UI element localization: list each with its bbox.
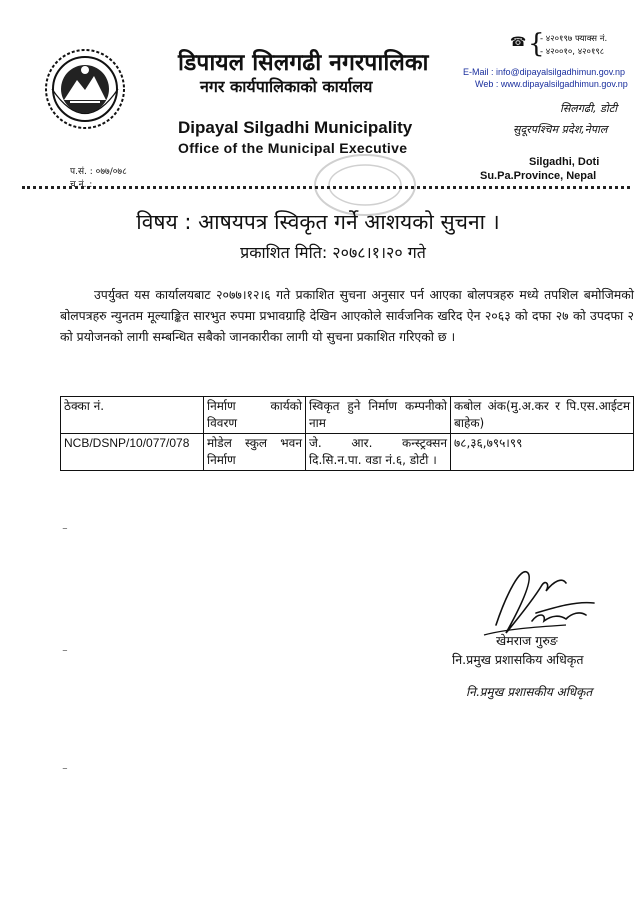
- header-cell-contract-no: ठेक्का नं.: [61, 397, 204, 434]
- reference-number: प.सं. : ०७७/०७८: [70, 167, 127, 177]
- dispatch-number: च.नं. :: [70, 180, 93, 190]
- cell-bid-amount: ७८,३६,७९५।९९: [451, 434, 634, 471]
- phone-number-1: - ४२०१९७ फ्याक्स नं.: [540, 34, 608, 44]
- office-name-nepali: नगर कार्यपालिकाको कार्यालय: [200, 77, 373, 96]
- signatory-title: नि.प्रमुख प्रशासकिय अधिकृत: [452, 652, 584, 667]
- margin-mark: ⁻: [62, 764, 68, 777]
- table-header-row: [61, 397, 634, 434]
- address-english-line2: Su.Pa.Province, Nepal: [480, 170, 597, 182]
- address-nepali-line2: सुदूरपश्चिम प्रदेश,नेपाल: [513, 123, 608, 136]
- margin-mark: ⁻: [62, 646, 68, 659]
- cell-contract-no: NCB/DSNP/10/077/078: [61, 434, 204, 471]
- municipal-seal-logo: [44, 48, 126, 130]
- header-cell-bid-amount: कबोल अंक(मु.अ.कर र पि.एस.आईटम बाहेक): [451, 397, 634, 434]
- bid-table: [60, 396, 634, 471]
- published-date: प्रकाशित मिति: २०७८।१।२० गते: [240, 243, 426, 262]
- email-address[interactable]: E-Mail : info@dipayalsilgadhimun.gov.np: [463, 67, 626, 77]
- header-cell-company-name: स्विकृत हुने निर्माण कम्पनीको नाम: [306, 397, 451, 434]
- margin-mark: ⁻: [62, 524, 68, 537]
- notice-body: [60, 284, 634, 347]
- municipality-name-nepali: डिपायल सिलगढी नगरपालिका: [178, 50, 429, 76]
- header-cell-work-description: निर्माण कार्यको विवरण: [204, 397, 306, 434]
- notice-subject: विषय : आषयपत्र स्विकृत गर्ने आशयको सुचना ।: [136, 210, 500, 234]
- website-address[interactable]: Web : www.dipayalsilgadhimun.gov.np: [475, 79, 628, 89]
- address-nepali-line1: सिलगढी, डोटी: [560, 102, 618, 115]
- signatory-stamp: नि.प्रमुख प्रशासकीय अधिकृत: [466, 685, 593, 699]
- notice-body-text: उपर्युक्त यस कार्यालयबाट २०७७।१२।६ गते प्रकाशित सुचना अनुसार पर्न आएका बोलपत्रहरु मध्ये तपशिल बमोजिमको बोलपत्रहरु न्युनतम मूल्याङ्कित सारभुत रुपमा प्रभावग्राहि देखिन आएकोले सार्वजनिक खरिद ऐन २०६३ को दफा २७ को उपदफा २ को प्रयोजनको लागी सम्बन्धित सबैको जानकारीका लागी यो सुचना प्रकाशित गरिएको छ ।: [60, 287, 634, 344]
- brace-glyph: {: [528, 29, 545, 59]
- cell-company-name: जे. आर. कन्स्ट्रक्सन दि.सि.न.पा. वडा नं.६, डोटी ।: [306, 434, 451, 471]
- phone-icon: ☎: [510, 35, 527, 50]
- table-row: [61, 434, 634, 471]
- municipality-name-english: Dipayal Silgadhi Municipality: [178, 118, 413, 137]
- signatory-name: खेमराज गुरुङ: [496, 633, 558, 648]
- header-divider: [22, 186, 630, 189]
- office-name-english: Office of the Municipal Executive: [178, 140, 408, 156]
- phone-number-2: - ४२००१०, ४२०१९८: [540, 47, 605, 57]
- address-english-line1: Silgadhi, Doti: [529, 156, 600, 168]
- cell-work-description: मोडेल स्कुल भवन निर्माण: [204, 434, 306, 471]
